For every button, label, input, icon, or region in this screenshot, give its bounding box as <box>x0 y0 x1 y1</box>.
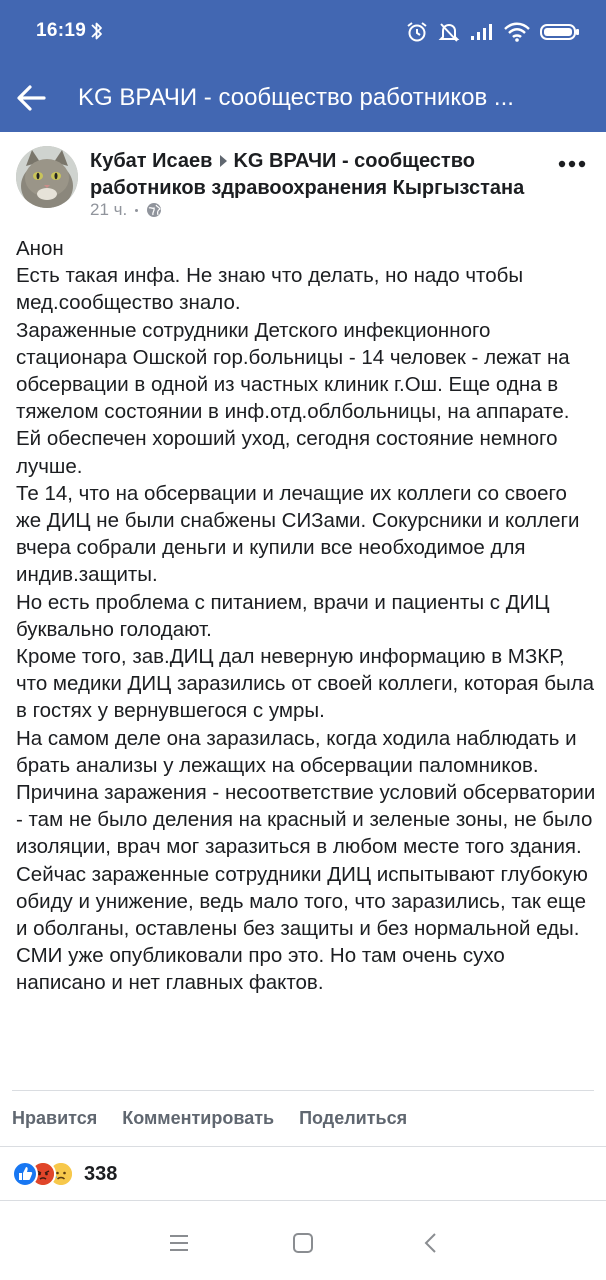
post-paragraph: Есть такая инфа. Не знаю что делать, но надо чтобы мед.сообщество знало. <box>16 264 524 315</box>
post-paragraph: Те 14, что на обсервации и лечащие их коллеги со своего же ДИЦ не были снабжены СИЗами. Сокурсники и коллеги вчера собрали деньги и купили все необходимое для индив.защиты. <box>16 481 580 587</box>
menu-icon[interactable] <box>168 1232 190 1254</box>
like-icon <box>12 1161 38 1187</box>
bluetooth-icon <box>90 19 104 43</box>
post-paragraph: Сейчас зараженные сотрудники ДИЦ испытывают глубокую обиду и унижение, ведь мало того, что заразились, так еще и оболганы, оставлены без защиты и без нормальной еды. СМИ уже опубликовали про это. Но там очень сухо написано и нет главных фактов. <box>16 862 588 995</box>
post-meta <box>90 200 162 220</box>
app-bar <box>0 64 606 132</box>
back-nav-icon[interactable] <box>420 1232 442 1254</box>
notifications-off-icon <box>438 21 460 43</box>
group-name[interactable]: KG ВРАЧИ - сообщество работников здравоохранения Кыргызстана <box>90 150 525 199</box>
back-arrow-icon[interactable] <box>16 84 46 112</box>
battery-icon <box>540 22 580 42</box>
divider <box>0 1146 606 1147</box>
share-button[interactable]: Поделиться <box>299 1108 408 1128</box>
status-bar <box>0 0 606 64</box>
shared-to-arrow-icon <box>220 155 227 167</box>
post-paragraph: Анон <box>16 237 64 260</box>
reaction-count: 338 <box>84 1162 118 1185</box>
separator-dot <box>135 209 138 212</box>
wifi-icon <box>504 22 530 42</box>
system-nav-bar <box>0 1210 606 1280</box>
post-body <box>16 235 596 997</box>
post-paragraph: Кроме того, зав.ДИЦ дал неверную информацию в МЗКР, что медики ДИЦ заразились от своей коллеги, которая была в гостях у вернувшегося с умры. <box>16 645 595 723</box>
post-paragraph: На самом деле она заразилась, когда ходила наблюдать и брать анализы у лежащих на обсервации паломников. Причина заражения - несоответствие условий обсерватории - там не было деления на красный и зеленые зоны, не было изоляции, врач мог заразиться в любом месте того здания. <box>16 726 596 859</box>
divider <box>12 1090 594 1091</box>
post-time[interactable]: 21 ч. <box>90 200 128 219</box>
post-actions <box>12 1108 407 1129</box>
globe-icon <box>146 202 162 218</box>
page-title: KG ВРАЧИ - сообщество работников ... <box>78 84 514 111</box>
like-button[interactable]: Нравится <box>12 1108 98 1128</box>
post-author-line <box>90 148 552 202</box>
avatar[interactable] <box>16 146 78 208</box>
home-icon[interactable] <box>292 1232 314 1254</box>
reactions-summary[interactable] <box>12 1160 117 1188</box>
alarm-icon <box>406 21 428 43</box>
comment-button[interactable]: Комментировать <box>122 1108 275 1128</box>
post-paragraph: Но есть проблема с питанием, врачи и пациенты с ДИЦ буквально голодают. <box>16 590 550 641</box>
status-time: 16:19 <box>36 20 87 41</box>
signal-icon <box>470 22 494 42</box>
divider <box>0 1200 606 1201</box>
author-name[interactable]: Кубат Исаев <box>90 150 213 172</box>
status-icons <box>406 18 580 46</box>
post-paragraph: Зараженные сотрудники Детского инфекционного стационара Ошской гор.больницы - 14 человек - лежат на обсервации в одной из частных клиник г.Ош. Еще одна в тяжелом состоянии в инф.отд.облбольницы, на аппарате. Ей обеспечен хороший уход, сегодня состояние немного лучше. <box>16 318 570 478</box>
more-options-icon[interactable] <box>558 158 586 170</box>
cat-avatar-image <box>16 146 78 208</box>
